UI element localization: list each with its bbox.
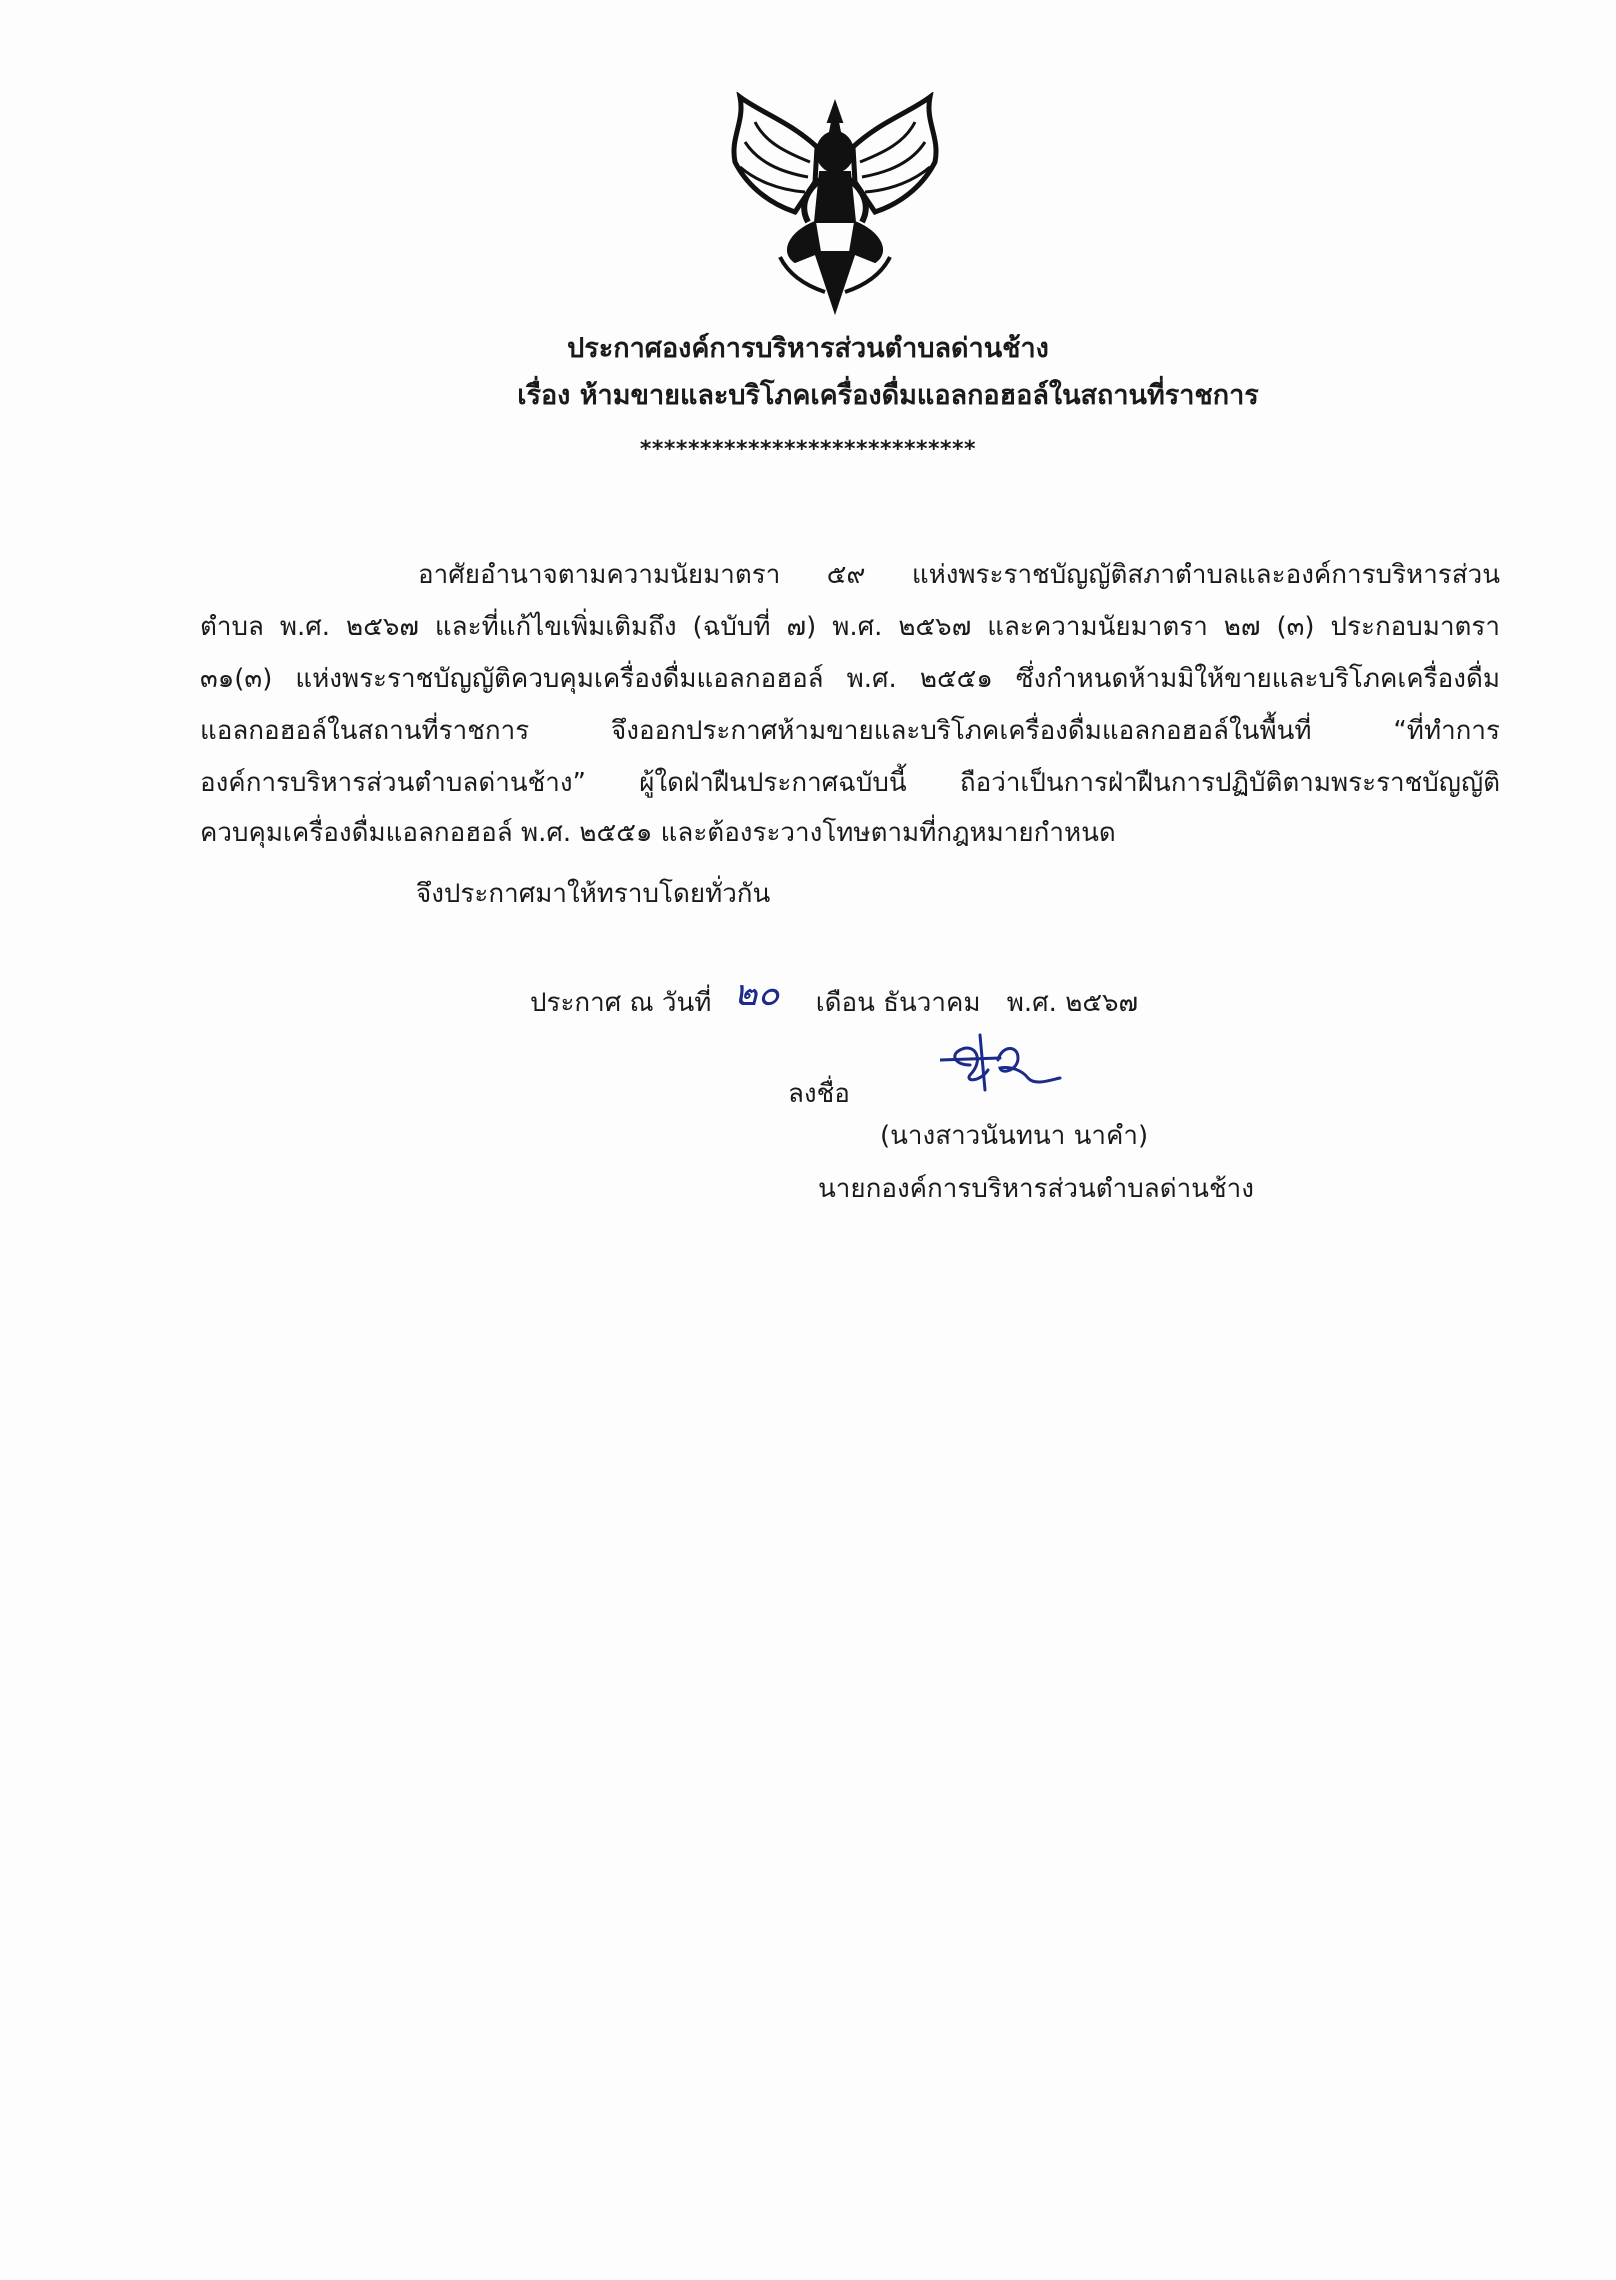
garuda-emblem-icon xyxy=(720,92,950,322)
date-prefix: ประกาศ ณ วันที่ xyxy=(530,988,712,1018)
body-paragraph-line: อาศัยอำนาจตามความนัยมาตรา ๕๙ แห่งพระราชบัญญัติสภาตำบลและองค์การบริหารส่วน xyxy=(418,560,1500,590)
announcement-subject: เรื่อง ห้ามขายและบริโภคเครื่องดื่มแอลกอฮอล์ในสถานที่ราชการ xyxy=(517,380,1259,411)
announcement-title: ประกาศองค์การบริหารส่วนตำบลด่านช้าง xyxy=(567,333,1049,364)
body-paragraph-line: ตำบล พ.ศ. ๒๕๖๗ และที่แก้ไขเพิ่มเติมถึง (ฉบับที่ ๗) พ.ศ. ๒๕๖๗ และความนัยมาตรา ๒๗ (๓) ประกอบมาตรา xyxy=(200,612,1500,642)
separator-line: **************************** xyxy=(639,437,977,462)
date-year: พ.ศ. ๒๕๖๗ xyxy=(1006,988,1139,1018)
handwritten-day: ๒๐ xyxy=(733,973,780,1014)
announcement-date xyxy=(530,970,1138,1027)
body-paragraph-line: ควบคุมเครื่องดื่มแอลกอฮอล์ พ.ศ. ๒๕๕๑ และต้องระวางโทษตามที่กฎหมายกำหนด xyxy=(200,818,1116,848)
signer-name: (นางสาวนันทนา นาคำ) xyxy=(880,1121,1149,1151)
signature-label: ลงชื่อ xyxy=(788,1079,850,1109)
closing-statement: จึงประกาศมาให้ทราบโดยทั่วกัน xyxy=(416,879,771,909)
body-paragraph-line: แอลกอฮอล์ในสถานที่ราชการ จึงออกประกาศห้ามขายและบริโภคเครื่องดื่มแอลกอฮอล์ในพื้นที่ “ที่ทำการ xyxy=(200,716,1500,746)
body-paragraph-line: องค์การบริหารส่วนตำบลด่านช้าง” ผู้ใดฝ่าฝืนประกาศฉบับนี้ ถือว่าเป็นการฝ่าฝืนการปฏิบัติตามพระราชบัญญัติ xyxy=(200,768,1500,798)
handwritten-signature-icon xyxy=(940,1030,1120,1100)
body-paragraph-line: ๓๑(๓) แห่งพระราชบัญญัติควบคุมเครื่องดื่มแอลกอฮอล์ พ.ศ. ๒๕๕๑ ซึ่งกำหนดห้ามมิให้ขายและบริโภคเครื่องดื่ม xyxy=(200,664,1500,694)
date-month: เดือน ธันวาคม xyxy=(815,988,981,1018)
signer-position: นายกองค์การบริหารส่วนตำบลด่านช้าง xyxy=(818,1174,1254,1204)
